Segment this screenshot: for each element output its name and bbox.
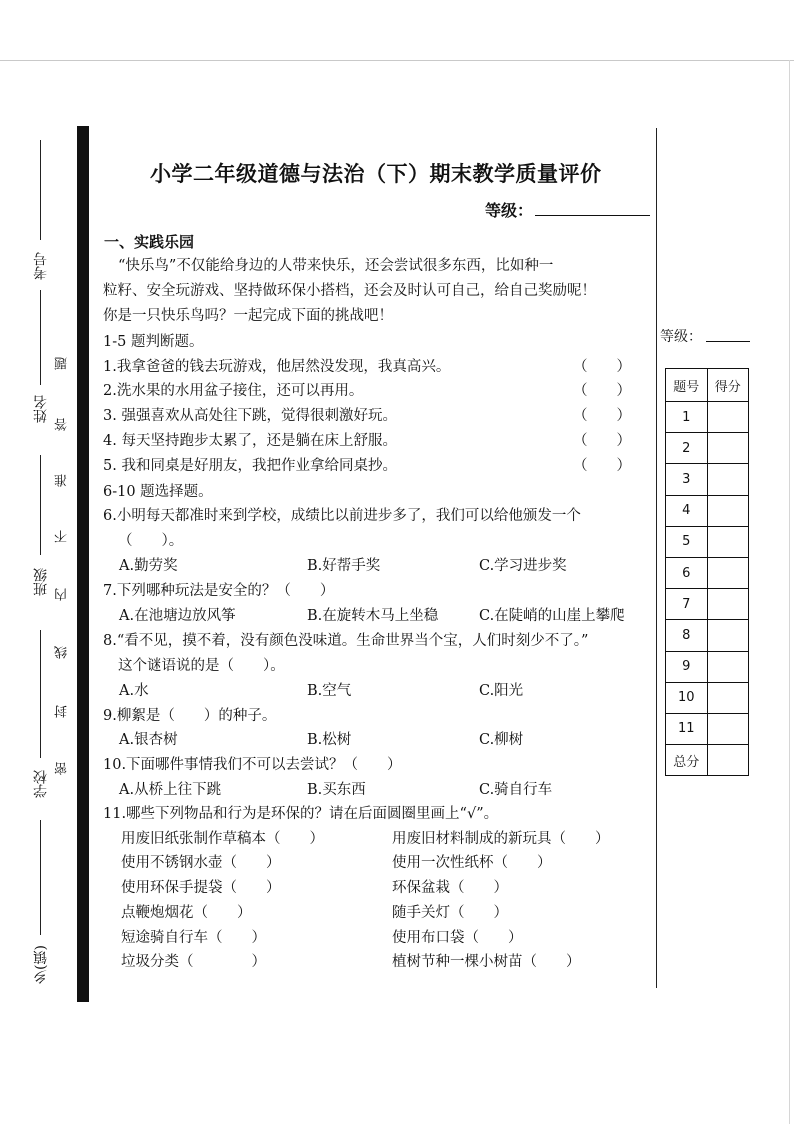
score-cell[interactable] <box>707 402 748 433</box>
seal-char: 线 <box>55 646 70 659</box>
scan-edge <box>0 60 794 61</box>
mc-question-cont: 这个谜语说的是（ ）。 <box>118 658 285 674</box>
seal-char: 准 <box>55 474 70 487</box>
option-a: A.水 <box>119 683 149 699</box>
intro-line: 你是一只快乐鸟吗？一起完成下面的挑战吧！ <box>103 308 393 324</box>
exam-no-line <box>40 140 41 240</box>
grade-label: 等级： <box>485 201 534 220</box>
mc-question: 8.“看不见，摸不着，没有颜色没味道。生命世界当个宝，人们时刻少不了。” <box>103 633 589 649</box>
eco-item[interactable]: 垃圾分类（ ） <box>121 954 266 970</box>
option-c: C.阳光 <box>479 683 524 699</box>
intro-line: “快乐鸟”不仅能给身边的人带来快乐，还会尝试很多东西，比如种一 <box>118 258 554 274</box>
score-cell[interactable] <box>707 682 748 713</box>
score-row-no: 1 <box>666 402 708 433</box>
town-label: 乡(镇) <box>33 945 49 984</box>
section-heading: 一、实践乐园 <box>104 233 195 251</box>
option-b: B.买东西 <box>307 782 366 798</box>
grade-blank[interactable] <box>535 215 650 216</box>
score-cell[interactable] <box>707 495 748 526</box>
binding-bar <box>77 126 89 1002</box>
exam-no-label: 考号 <box>33 252 49 280</box>
mc-question: 6.小明每天都准时来到学校，成绩比以前进步多了，我们可以给他颁发一个 <box>103 508 581 524</box>
tf-question: 4. 每天坚持跑步太累了，还是躺在床上舒服。 <box>103 433 397 449</box>
eco-item[interactable]: 使用布口袋（ ） <box>392 930 523 946</box>
score-header-no: 题号 <box>666 369 708 402</box>
mc-question: 9.柳絮是（ ）的种子。 <box>103 708 277 724</box>
eco-item[interactable]: 使用不锈钢水壶（ ） <box>121 855 281 871</box>
option-c: C.在陡峭的山崖上攀爬 <box>479 608 625 624</box>
seal-char: 密 <box>55 762 70 775</box>
scan-edge <box>789 60 790 1124</box>
score-table <box>665 368 749 776</box>
option-a: A.从桥上往下跳 <box>119 782 222 798</box>
score-cell[interactable] <box>707 713 748 744</box>
name-label: 姓名 <box>33 395 49 423</box>
score-cell[interactable] <box>707 526 748 557</box>
option-a: A.勤劳奖 <box>119 558 178 574</box>
class-line <box>40 455 41 555</box>
eco-item[interactable]: 点鞭炮烟花（ ） <box>121 905 252 921</box>
eco-item[interactable]: 使用一次性纸杯（ ） <box>392 855 552 871</box>
score-cell[interactable] <box>707 589 748 620</box>
grade-blank-right[interactable] <box>706 341 750 342</box>
seal-char: 题 <box>55 357 70 370</box>
answer-blank[interactable]: （ ） <box>573 458 631 474</box>
eco-item[interactable]: 植树节种一棵小树苗（ ） <box>392 954 581 970</box>
seal-char: 不 <box>55 530 70 543</box>
score-total-label: 总分 <box>666 745 708 776</box>
school-label: 学校 <box>33 770 49 798</box>
eco-item[interactable]: 使用环保手提袋（ ） <box>121 880 281 896</box>
option-b: B.好帮手奖 <box>307 558 381 574</box>
answer-blank[interactable]: （ ）。 <box>118 533 184 549</box>
mc-question: 10.下面哪件事情我们不可以去尝试？（ ） <box>103 757 402 773</box>
seal-char: 封 <box>55 705 70 718</box>
intro-line: 粒籽、安全玩游戏、坚持做环保小搭档，还会及时认可自己，给自己奖励呢！ <box>103 283 596 299</box>
tf-heading: 1-5 题判断题。 <box>103 334 204 350</box>
option-a: A.在池塘边放风筝 <box>119 608 236 624</box>
score-row-no: 11 <box>666 713 708 744</box>
option-a: A.银杏树 <box>119 732 178 748</box>
option-c: C.学习进步奖 <box>479 558 567 574</box>
score-cell[interactable] <box>707 557 748 588</box>
score-cell[interactable] <box>707 620 748 651</box>
option-c: C.柳树 <box>479 732 524 748</box>
tf-question: 2.洗水果的水用盆子接住，还可以再用。 <box>103 383 364 399</box>
class-label: 班级 <box>33 568 49 596</box>
tf-question: 5. 我和同桌是好朋友，我把作业拿给同桌抄。 <box>103 458 397 474</box>
option-b: B.空气 <box>307 683 352 699</box>
tf-question: 3. 强强喜欢从高处往下跳，觉得很刺激好玩。 <box>103 408 397 424</box>
score-row-no: 8 <box>666 620 708 651</box>
eco-item[interactable]: 短途骑自行车（ ） <box>121 930 266 946</box>
score-cell[interactable] <box>707 433 748 464</box>
option-b: B.松树 <box>307 732 352 748</box>
score-row-no: 2 <box>666 433 708 464</box>
town-line <box>40 820 41 935</box>
score-row-no: 4 <box>666 495 708 526</box>
answer-blank[interactable]: （ ） <box>573 359 631 375</box>
seal-char: 内 <box>55 588 70 601</box>
answer-blank[interactable]: （ ） <box>573 408 631 424</box>
score-cell[interactable] <box>707 464 748 495</box>
eco-item[interactable]: 随手关灯（ ） <box>392 905 508 921</box>
score-row-no: 10 <box>666 682 708 713</box>
answer-blank[interactable]: （ ） <box>573 383 631 399</box>
option-c: C.骑自行车 <box>479 782 553 798</box>
answer-blank[interactable]: （ ） <box>573 433 631 449</box>
score-total-cell[interactable] <box>707 745 748 776</box>
eco-item[interactable]: 用废旧材料制成的新玩具（ ） <box>392 831 610 847</box>
grade-label-right: 等级： <box>660 329 702 345</box>
score-row-no: 3 <box>666 464 708 495</box>
mc-question: 7.下列哪种玩法是安全的？（ ） <box>103 583 335 599</box>
score-row-no: 9 <box>666 651 708 682</box>
score-header-score: 得分 <box>707 369 748 402</box>
score-row-no: 5 <box>666 526 708 557</box>
tf-question: 1.我拿爸爸的钱去玩游戏，他居然没发现，我真高兴。 <box>103 359 451 375</box>
option-b: B.在旋转木马上坐稳 <box>307 608 439 624</box>
page-title: 小学二年级道德与法治（下）期末教学质量评价 <box>150 162 602 186</box>
seal-char: 答 <box>55 418 70 431</box>
mc-heading: 6-10 题选择题。 <box>103 484 213 500</box>
divider <box>656 128 657 988</box>
score-row-no: 6 <box>666 557 708 588</box>
mc-question: 11.哪些下列物品和行为是环保的？请在后面圆圈里画上“√”。 <box>103 806 499 822</box>
eco-item[interactable]: 用废旧纸张制作草稿本（ ） <box>121 831 324 847</box>
name-line <box>40 290 41 385</box>
eco-item[interactable]: 环保盆栽（ ） <box>392 880 508 896</box>
score-cell[interactable] <box>707 651 748 682</box>
score-row-no: 7 <box>666 589 708 620</box>
school-line <box>40 630 41 758</box>
